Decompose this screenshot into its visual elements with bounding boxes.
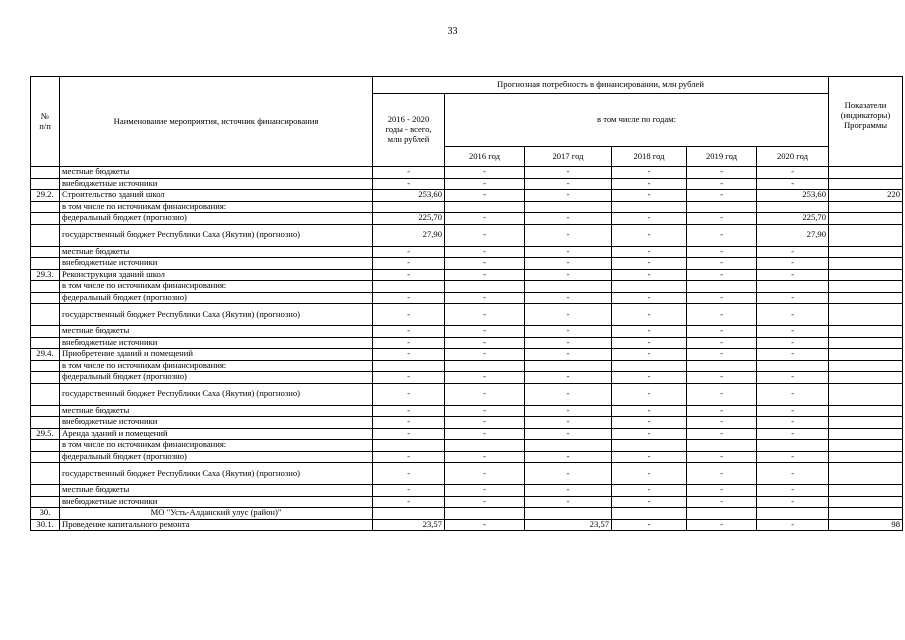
row-year-2018: -	[612, 519, 687, 531]
header-year-2016: 2016 год	[445, 147, 525, 167]
row-year-2017	[525, 281, 612, 293]
row-name: в том числе по источникам финансирования:	[60, 440, 373, 452]
row-indicator	[829, 349, 903, 361]
row-name: внебюджетные источники	[60, 178, 373, 190]
row-year-2016: -	[445, 269, 525, 281]
row-name: федеральный бюджет (прогнозно)	[60, 292, 373, 304]
row-year-2017: -	[525, 349, 612, 361]
row-year-2017: -	[525, 304, 612, 326]
row-year-2018	[612, 201, 687, 213]
table-row	[31, 519, 903, 531]
row-year-2016: -	[445, 463, 525, 485]
row-name: в том числе по источникам финансирования:	[60, 201, 373, 213]
row-year-2016: -	[445, 519, 525, 531]
row-number	[31, 292, 60, 304]
row-year-2018: -	[612, 451, 687, 463]
row-indicator	[829, 258, 903, 270]
row-year-2019: -	[687, 372, 757, 384]
row-year-2020: -	[757, 304, 829, 326]
row-year-2019: -	[687, 178, 757, 190]
row-number	[31, 451, 60, 463]
row-year-2017	[525, 201, 612, 213]
row-total: -	[373, 485, 445, 497]
row-year-2019: -	[687, 349, 757, 361]
row-indicator	[829, 167, 903, 179]
row-indicator	[829, 485, 903, 497]
row-indicator	[829, 337, 903, 349]
row-total: -	[373, 258, 445, 270]
header-name: Наименование мероприятия, источник финансирования	[60, 77, 373, 167]
row-year-2020: -	[757, 337, 829, 349]
table-row	[31, 269, 903, 281]
header-year-2020: 2020 год	[757, 147, 829, 167]
row-total: -	[373, 246, 445, 258]
row-year-2020: 27,90	[757, 224, 829, 246]
table-row	[31, 372, 903, 384]
row-year-2017: -	[525, 213, 612, 225]
row-name: Реконструкция зданий школ	[60, 269, 373, 281]
row-year-2018: -	[612, 383, 687, 405]
table-row	[31, 508, 903, 520]
table-row	[31, 496, 903, 508]
row-name: местные бюджеты	[60, 405, 373, 417]
row-year-2018: -	[612, 213, 687, 225]
row-year-2020	[757, 360, 829, 372]
row-year-2016: -	[445, 496, 525, 508]
row-year-2020: -	[757, 383, 829, 405]
row-year-2018: -	[612, 224, 687, 246]
row-year-2016: -	[445, 178, 525, 190]
row-year-2020	[757, 440, 829, 452]
row-indicator	[829, 281, 903, 293]
row-year-2019: -	[687, 383, 757, 405]
row-number	[31, 258, 60, 270]
row-year-2016: -	[445, 349, 525, 361]
table-row	[31, 405, 903, 417]
row-number	[31, 383, 60, 405]
row-year-2020: -	[757, 372, 829, 384]
row-year-2018: -	[612, 326, 687, 338]
row-indicator	[829, 428, 903, 440]
row-year-2017: -	[525, 451, 612, 463]
row-year-2017	[525, 508, 612, 520]
table-row	[31, 201, 903, 213]
table-row	[31, 428, 903, 440]
row-name: Строительство зданий школ	[60, 190, 373, 202]
header-indicators: Показатели (индикаторы) Программы	[829, 77, 903, 167]
row-year-2016	[445, 508, 525, 520]
row-year-2016: -	[445, 304, 525, 326]
row-indicator	[829, 224, 903, 246]
row-total: -	[373, 451, 445, 463]
row-year-2019: -	[687, 405, 757, 417]
table-row	[31, 224, 903, 246]
row-year-2019: -	[687, 269, 757, 281]
row-year-2020: -	[757, 167, 829, 179]
row-year-2019: -	[687, 496, 757, 508]
row-year-2020: -	[757, 258, 829, 270]
row-number	[31, 281, 60, 293]
row-year-2019: -	[687, 519, 757, 531]
table-row	[31, 258, 903, 270]
row-total: -	[373, 417, 445, 429]
row-year-2019: -	[687, 167, 757, 179]
row-year-2020: -	[757, 405, 829, 417]
row-year-2020	[757, 201, 829, 213]
row-name: внебюджетные источники	[60, 496, 373, 508]
row-year-2017: 23,57	[525, 519, 612, 531]
row-year-2020	[757, 508, 829, 520]
row-number	[31, 360, 60, 372]
row-number	[31, 440, 60, 452]
row-name: МО "Усть-Алданский улус (район)"	[60, 508, 373, 520]
row-indicator	[829, 383, 903, 405]
row-number	[31, 337, 60, 349]
row-year-2018	[612, 360, 687, 372]
row-year-2020: -	[757, 519, 829, 531]
table-row	[31, 304, 903, 326]
row-number	[31, 417, 60, 429]
row-year-2020: -	[757, 349, 829, 361]
row-year-2020: -	[757, 428, 829, 440]
row-year-2017: -	[525, 496, 612, 508]
row-year-2016: -	[445, 224, 525, 246]
row-year-2020: -	[757, 326, 829, 338]
row-indicator: 98	[829, 519, 903, 531]
row-year-2018: -	[612, 337, 687, 349]
row-year-2016: -	[445, 337, 525, 349]
row-year-2020: -	[757, 451, 829, 463]
row-name: государственный бюджет Республики Саха (Якутия) (прогнозно)	[60, 224, 373, 246]
row-number: 29.5.	[31, 428, 60, 440]
row-name: Аренда зданий и помещений	[60, 428, 373, 440]
row-year-2018: -	[612, 269, 687, 281]
row-year-2018: -	[612, 167, 687, 179]
row-year-2020: -	[757, 269, 829, 281]
row-name: внебюджетные источники	[60, 417, 373, 429]
row-name: внебюджетные источники	[60, 337, 373, 349]
row-year-2019: -	[687, 326, 757, 338]
header-forecast: Прогнозная потребность в финансировании, млн рублей	[373, 77, 829, 94]
table-row	[31, 178, 903, 190]
row-number: 29.2.	[31, 190, 60, 202]
row-year-2016: -	[445, 213, 525, 225]
row-year-2016	[445, 201, 525, 213]
row-indicator	[829, 463, 903, 485]
row-year-2017: -	[525, 337, 612, 349]
row-indicator	[829, 417, 903, 429]
row-name: внебюджетные источники	[60, 258, 373, 270]
row-number: 30.	[31, 508, 60, 520]
row-number	[31, 496, 60, 508]
row-year-2017	[525, 360, 612, 372]
row-total: 225,70	[373, 213, 445, 225]
row-total: -	[373, 292, 445, 304]
row-year-2016: -	[445, 292, 525, 304]
table-row	[31, 383, 903, 405]
row-indicator: 220	[829, 190, 903, 202]
row-year-2016	[445, 360, 525, 372]
row-total: -	[373, 383, 445, 405]
page-number: 33	[447, 26, 458, 37]
row-year-2019: -	[687, 213, 757, 225]
row-year-2020: -	[757, 292, 829, 304]
row-name: федеральный бюджет (прогнозно)	[60, 372, 373, 384]
row-year-2017: -	[525, 383, 612, 405]
row-year-2019	[687, 201, 757, 213]
row-year-2019: -	[687, 417, 757, 429]
row-year-2019: -	[687, 258, 757, 270]
table-row	[31, 451, 903, 463]
row-year-2017: -	[525, 178, 612, 190]
row-year-2017: -	[525, 167, 612, 179]
table-body	[31, 167, 903, 531]
row-number	[31, 201, 60, 213]
row-year-2020: 225,70	[757, 213, 829, 225]
row-name: местные бюджеты	[60, 167, 373, 179]
row-indicator	[829, 269, 903, 281]
table-row	[31, 349, 903, 361]
row-total: -	[373, 269, 445, 281]
header-year-2018: 2018 год	[612, 147, 687, 167]
row-year-2016: -	[445, 190, 525, 202]
row-year-2019	[687, 281, 757, 293]
row-year-2019: -	[687, 337, 757, 349]
row-total: -	[373, 337, 445, 349]
row-year-2020: -	[757, 178, 829, 190]
row-name: в том числе по источникам финансирования:	[60, 281, 373, 293]
row-year-2017: -	[525, 428, 612, 440]
row-year-2016: -	[445, 428, 525, 440]
row-number: 29.4.	[31, 349, 60, 361]
row-indicator	[829, 326, 903, 338]
row-number	[31, 178, 60, 190]
row-total: -	[373, 405, 445, 417]
row-number	[31, 326, 60, 338]
row-year-2017: -	[525, 405, 612, 417]
row-indicator	[829, 213, 903, 225]
row-number	[31, 405, 60, 417]
row-year-2019	[687, 440, 757, 452]
row-year-2017: -	[525, 463, 612, 485]
row-year-2018: -	[612, 496, 687, 508]
row-year-2019: -	[687, 224, 757, 246]
row-total: 27,90	[373, 224, 445, 246]
row-indicator	[829, 246, 903, 258]
row-indicator	[829, 178, 903, 190]
row-year-2019: -	[687, 190, 757, 202]
row-year-2019: -	[687, 304, 757, 326]
row-year-2018: -	[612, 417, 687, 429]
row-year-2018: -	[612, 485, 687, 497]
row-name: федеральный бюджет (прогнозно)	[60, 213, 373, 225]
row-number	[31, 304, 60, 326]
row-number	[31, 485, 60, 497]
row-indicator	[829, 360, 903, 372]
table-row	[31, 337, 903, 349]
row-year-2017: -	[525, 224, 612, 246]
row-year-2018: -	[612, 246, 687, 258]
row-year-2020: 253,60	[757, 190, 829, 202]
row-total: -	[373, 372, 445, 384]
row-year-2018: -	[612, 304, 687, 326]
row-total: 23,57	[373, 519, 445, 531]
row-year-2017: -	[525, 372, 612, 384]
row-year-2019: -	[687, 428, 757, 440]
row-indicator	[829, 201, 903, 213]
row-number: 29.3.	[31, 269, 60, 281]
row-year-2017: -	[525, 292, 612, 304]
row-total: -	[373, 167, 445, 179]
row-name: Проведение капитального ремонта	[60, 519, 373, 531]
table-row	[31, 440, 903, 452]
row-year-2017: -	[525, 190, 612, 202]
row-indicator	[829, 496, 903, 508]
row-year-2018: -	[612, 372, 687, 384]
row-year-2019: -	[687, 451, 757, 463]
row-year-2019: -	[687, 463, 757, 485]
row-year-2017: -	[525, 246, 612, 258]
row-indicator	[829, 405, 903, 417]
row-number	[31, 463, 60, 485]
row-number: 30.1.	[31, 519, 60, 531]
table-row	[31, 213, 903, 225]
table-row	[31, 246, 903, 258]
row-year-2019: -	[687, 246, 757, 258]
row-year-2018: -	[612, 258, 687, 270]
row-year-2018: -	[612, 178, 687, 190]
row-name: местные бюджеты	[60, 326, 373, 338]
row-year-2020: -	[757, 485, 829, 497]
row-year-2016: -	[445, 451, 525, 463]
row-year-2016: -	[445, 326, 525, 338]
row-year-2018: -	[612, 349, 687, 361]
row-year-2020: -	[757, 246, 829, 258]
row-total: -	[373, 326, 445, 338]
row-year-2017: -	[525, 417, 612, 429]
row-year-2016: -	[445, 417, 525, 429]
table-header	[31, 77, 903, 167]
row-year-2019	[687, 508, 757, 520]
table-row	[31, 485, 903, 497]
row-year-2016: -	[445, 258, 525, 270]
row-year-2018: -	[612, 428, 687, 440]
row-year-2016: -	[445, 372, 525, 384]
row-year-2016: -	[445, 405, 525, 417]
row-total	[373, 360, 445, 372]
row-year-2018	[612, 508, 687, 520]
row-number	[31, 246, 60, 258]
header-by-years: в том числе по годам:	[445, 94, 829, 147]
row-total: -	[373, 428, 445, 440]
row-total: -	[373, 496, 445, 508]
row-number	[31, 213, 60, 225]
row-total: -	[373, 463, 445, 485]
row-name: государственный бюджет Республики Саха (Якутия) (прогнозно)	[60, 383, 373, 405]
row-name: государственный бюджет Республики Саха (Якутия) (прогнозно)	[60, 463, 373, 485]
row-name: государственный бюджет Республики Саха (Якутия) (прогнозно)	[60, 304, 373, 326]
row-year-2016: -	[445, 246, 525, 258]
row-year-2018: -	[612, 405, 687, 417]
row-year-2016: -	[445, 383, 525, 405]
row-total: -	[373, 304, 445, 326]
header-total: 2016 - 2020 годы - всего, млн рублей	[373, 94, 445, 167]
table-row	[31, 167, 903, 179]
row-year-2018: -	[612, 463, 687, 485]
row-year-2019: -	[687, 292, 757, 304]
row-indicator	[829, 451, 903, 463]
row-year-2017: -	[525, 269, 612, 281]
row-total: -	[373, 178, 445, 190]
row-year-2017: -	[525, 258, 612, 270]
header-year-2017: 2017 год	[525, 147, 612, 167]
row-year-2018: -	[612, 292, 687, 304]
header-year-2019: 2019 год	[687, 147, 757, 167]
row-year-2020: -	[757, 463, 829, 485]
row-number	[31, 372, 60, 384]
row-year-2017	[525, 440, 612, 452]
row-year-2020: -	[757, 417, 829, 429]
row-year-2016: -	[445, 485, 525, 497]
row-year-2020	[757, 281, 829, 293]
row-total	[373, 440, 445, 452]
row-year-2018: -	[612, 190, 687, 202]
table-row	[31, 417, 903, 429]
row-name: местные бюджеты	[60, 485, 373, 497]
row-indicator	[829, 508, 903, 520]
row-name: Приобретение зданий и помещений	[60, 349, 373, 361]
row-year-2016	[445, 440, 525, 452]
row-name: местные бюджеты	[60, 246, 373, 258]
row-name: федеральный бюджет (прогнозно)	[60, 451, 373, 463]
row-total	[373, 508, 445, 520]
row-year-2018	[612, 440, 687, 452]
row-year-2017: -	[525, 485, 612, 497]
table-row	[31, 326, 903, 338]
table-row	[31, 281, 903, 293]
row-number	[31, 224, 60, 246]
table-row	[31, 292, 903, 304]
row-name: в том числе по источникам финансирования:	[60, 360, 373, 372]
row-year-2019: -	[687, 485, 757, 497]
row-total: -	[373, 349, 445, 361]
table-row	[31, 463, 903, 485]
row-year-2020: -	[757, 496, 829, 508]
financing-table	[30, 76, 903, 531]
header-num: № п/п	[31, 77, 60, 167]
row-indicator	[829, 372, 903, 384]
row-indicator	[829, 440, 903, 452]
row-year-2017: -	[525, 326, 612, 338]
row-total: 253,60	[373, 190, 445, 202]
row-total	[373, 201, 445, 213]
row-year-2018	[612, 281, 687, 293]
table-row	[31, 190, 903, 202]
row-year-2016: -	[445, 167, 525, 179]
row-total	[373, 281, 445, 293]
table-row	[31, 360, 903, 372]
row-indicator	[829, 292, 903, 304]
row-indicator	[829, 304, 903, 326]
row-year-2016	[445, 281, 525, 293]
row-year-2019	[687, 360, 757, 372]
row-number	[31, 167, 60, 179]
